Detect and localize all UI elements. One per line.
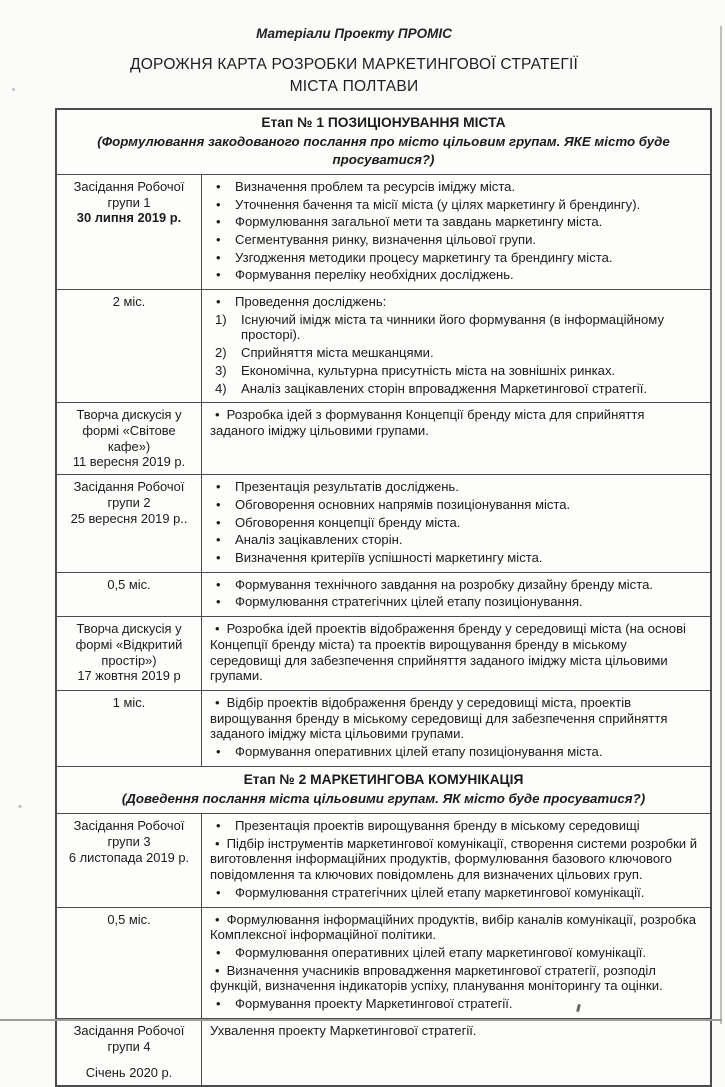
tasks-cell	[202, 691, 710, 766]
document-title-line2: МІСТА ПОЛТАВИ	[289, 78, 419, 96]
tasks-cell	[202, 1019, 710, 1085]
bullet-marker: 4)	[215, 380, 227, 396]
bullet-marker: •	[216, 514, 221, 530]
timeline-date: 6 листопада 2019 р.	[68, 849, 190, 865]
table-row	[57, 475, 710, 573]
task-item: • Формулювання стратегічних цілей етапу маркетингової комунікації.	[208, 885, 700, 901]
bullet-marker: •	[215, 407, 220, 423]
task-item: • Формулювання стратегічних цілей етапу позиціонування.	[208, 594, 700, 610]
table-row	[57, 573, 710, 617]
bullet-marker: •	[216, 744, 221, 760]
task-item: • Відбір проектів відображення бренду у середовищі міста, проектів вирощування бренду в міському середовищі для забезпечення сприйняття заданого іміджу міста цільовими групами.	[210, 694, 668, 742]
timeline-date: 25 вересня 2019 р..	[70, 510, 188, 526]
timeline-label: 1 міс.	[112, 694, 146, 710]
task-item: 4) Аналіз зацікавлених сторін впровадження Маркетингової стратегії.	[208, 381, 700, 397]
timeline-label: 0,5 міс.	[107, 576, 151, 592]
bullet-marker: •	[216, 214, 221, 230]
section-title: Етап № 1 ПОЗИЦІОНУВАННЯ МІСТА	[261, 115, 506, 131]
tasks-cell	[202, 475, 710, 572]
section-header	[57, 110, 710, 175]
task-item: • Сегментування ринку, визначення цільової групи.	[208, 232, 700, 248]
timeline-label: 2 міс.	[112, 294, 146, 310]
bullet-marker: •	[216, 196, 221, 212]
bullet-marker: •	[215, 911, 220, 927]
timeline-label: Засідання Робочої групи 2	[73, 479, 185, 510]
task-item: • Визначення проблем та ресурсів іміджу міста.	[208, 179, 700, 195]
task-item: • Формулювання загальної мети та завдань маркетингу міста.	[208, 214, 700, 230]
project-note: Матеріали Проекту ПРОМІС	[256, 26, 452, 41]
table-row	[57, 1019, 710, 1085]
bullet-marker: •	[216, 996, 221, 1012]
timeline-cell	[57, 175, 202, 289]
timeline-cell	[57, 691, 202, 766]
task-item: 1) Існуючий імідж міста та чинники його формування (в інформаційному просторі).	[208, 312, 700, 343]
bullet-marker: •	[215, 694, 220, 710]
table-row	[57, 290, 710, 403]
task-item: • Формування переліку необхідних досліджень.	[208, 267, 700, 283]
task-item: • Узгодження методики процесу маркетингу та брендингу міста.	[208, 250, 700, 266]
bullet-marker: •	[216, 294, 221, 310]
task-item: • Визначення критеріїв успішності маркетингу міста.	[208, 550, 700, 566]
timeline-date: Січень 2020 р.	[85, 1065, 173, 1081]
timeline-label: Засідання Робочої групи 3	[73, 818, 185, 849]
timeline-cell	[57, 617, 202, 690]
tasks-cell	[202, 573, 710, 616]
timeline-cell	[57, 573, 202, 616]
bullet-marker: •	[216, 818, 221, 834]
table-row	[57, 814, 710, 908]
bullet-marker: 1)	[215, 311, 227, 327]
scan-speck	[18, 805, 22, 808]
timeline-cell	[57, 814, 202, 907]
timeline-cell	[57, 475, 202, 572]
tasks-cell	[202, 290, 710, 402]
timeline-cell	[57, 290, 202, 402]
timeline-label: Засідання Робочої групи 4	[73, 1022, 185, 1054]
timeline-label: Творча дискусія у формі «Світове кафе»)	[76, 407, 182, 454]
task-item: Ухвалення проекту Маркетингової стратегії.	[210, 1022, 477, 1038]
bullet-marker: •	[216, 576, 221, 592]
task-item: • Обговорення основних напрямів позиціонування міста.	[208, 497, 700, 513]
roadmap-table	[55, 108, 712, 1087]
task-item: • Формулювання оперативних цілей етапу маркетингової комунікації.	[208, 945, 700, 961]
timeline-label: Засідання Робочої групи 1	[73, 178, 185, 210]
task-item: • Формування технічного завдання на розробку дизайну бренду міста.	[208, 577, 700, 593]
task-item: • Аналіз зацікавлених сторін.	[208, 532, 700, 548]
bullet-marker: •	[216, 884, 221, 900]
tasks-cell	[202, 814, 710, 907]
table-row	[57, 691, 710, 767]
task-item: • Формулювання інформаційних продуктів, вибір каналів комунікації, розробка Комплексної інформаційної політики.	[210, 911, 696, 943]
timeline-cell	[57, 908, 202, 1018]
task-item: • Визначення учасників впровадження маркетингової стратегії, розподіл функцій, визначення індикаторів успіху, планування моніторингу та оцінки.	[210, 962, 663, 994]
table-row	[57, 403, 710, 475]
scan-edge-right	[720, 26, 722, 1024]
bullet-marker: •	[216, 496, 221, 512]
table-row	[57, 617, 710, 691]
task-item: 3) Економічна, культурна присутність міста на зовнішніх ринках.	[208, 363, 700, 379]
tasks-cell	[202, 908, 710, 1018]
document-header	[0, 26, 708, 98]
task-item: • Презентація проектів вирощування бренду в міському середовищі	[208, 818, 700, 834]
bullet-marker: •	[216, 249, 221, 265]
timeline-date: 30 липня 2019 р.	[76, 210, 182, 226]
section-title: Етап № 2 МАРКЕТИНГОВА КОМУНІКАЦІЯ	[243, 771, 524, 787]
bullet-marker: 3)	[215, 362, 227, 378]
timeline-label: 0,5 міс.	[107, 911, 151, 927]
table-row	[57, 908, 710, 1019]
bullet-marker: 2)	[215, 345, 227, 361]
task-item: • Формування проекту Маркетингової стратегії.	[208, 996, 700, 1012]
bullet-marker: •	[216, 944, 221, 960]
task-item: • Формування оперативних цілей етапу позиціонування міста.	[208, 744, 700, 760]
bullet-marker: •	[215, 621, 220, 637]
section-header	[57, 767, 710, 814]
bullet-marker: •	[216, 267, 221, 283]
tasks-cell	[202, 617, 710, 690]
document-title	[0, 54, 708, 98]
scan-speck	[12, 88, 15, 91]
tasks-cell	[202, 403, 710, 474]
timeline-date: 17 жовтня 2019 р	[77, 668, 181, 684]
bullet-marker: •	[216, 532, 221, 548]
bullet-marker: •	[216, 178, 221, 194]
document-title-line1: ДОРОЖНЯ КАРТА РОЗРОБКИ МАРКЕТИНГОВОЇ СТРАТЕГІЇ	[129, 56, 579, 73]
bullet-marker: •	[215, 962, 220, 978]
task-item: • Проведення досліджень:	[208, 294, 700, 310]
task-item: • Презентація результатів досліджень.	[208, 479, 700, 495]
task-item: • Обговорення концепції бренду міста.	[208, 515, 700, 531]
bullet-marker: •	[216, 550, 221, 566]
timeline-label: Творча дискусія у формі «Відкритий простір»)	[75, 621, 183, 668]
scan-edge-bottom	[0, 1019, 722, 1021]
task-item: • Розробка ідей з формування Концепції бренду міста для сприйняття заданого іміджу цільовими групами.	[210, 407, 645, 438]
bullet-marker: •	[216, 594, 221, 610]
section-subtitle: (Формулювання закодованого послання про місто цільовим групам. ЯКЕ місто буде просуватися?)	[97, 134, 670, 167]
section-subtitle: (Доведення послання міста цільовими групам. ЯК місто буде просуватися?)	[121, 790, 646, 806]
bullet-marker: •	[215, 835, 220, 851]
timeline-cell	[57, 1019, 202, 1085]
task-item: • Уточнення бачення та місії міста (у цілях маркетингу й брендингу).	[208, 197, 700, 213]
tasks-cell	[202, 175, 710, 289]
timeline-date: 11 вересня 2019 р.	[72, 454, 186, 470]
task-item: 2) Сприйняття міста мешканцями.	[208, 345, 700, 361]
task-item: • Розробка ідей проектів відображення бренду у середовищі міста (на основі Концепції бренду міста) та проектів вирощування бренду в міському середовищі для забезпечення сприйняття заданого іміджу міста цільовими групами.	[210, 621, 686, 684]
bullet-marker: •	[216, 231, 221, 247]
timeline-cell	[57, 403, 202, 474]
bullet-marker: •	[216, 479, 221, 495]
table-row	[57, 175, 710, 290]
task-item: • Підбір інструментів маркетингової комунікації, створення системи розробки й виготовлення інформаційних продуктів, формулювання базового ключового повідомлення та ключових повідомлень для визначених цільових груп.	[210, 835, 698, 883]
